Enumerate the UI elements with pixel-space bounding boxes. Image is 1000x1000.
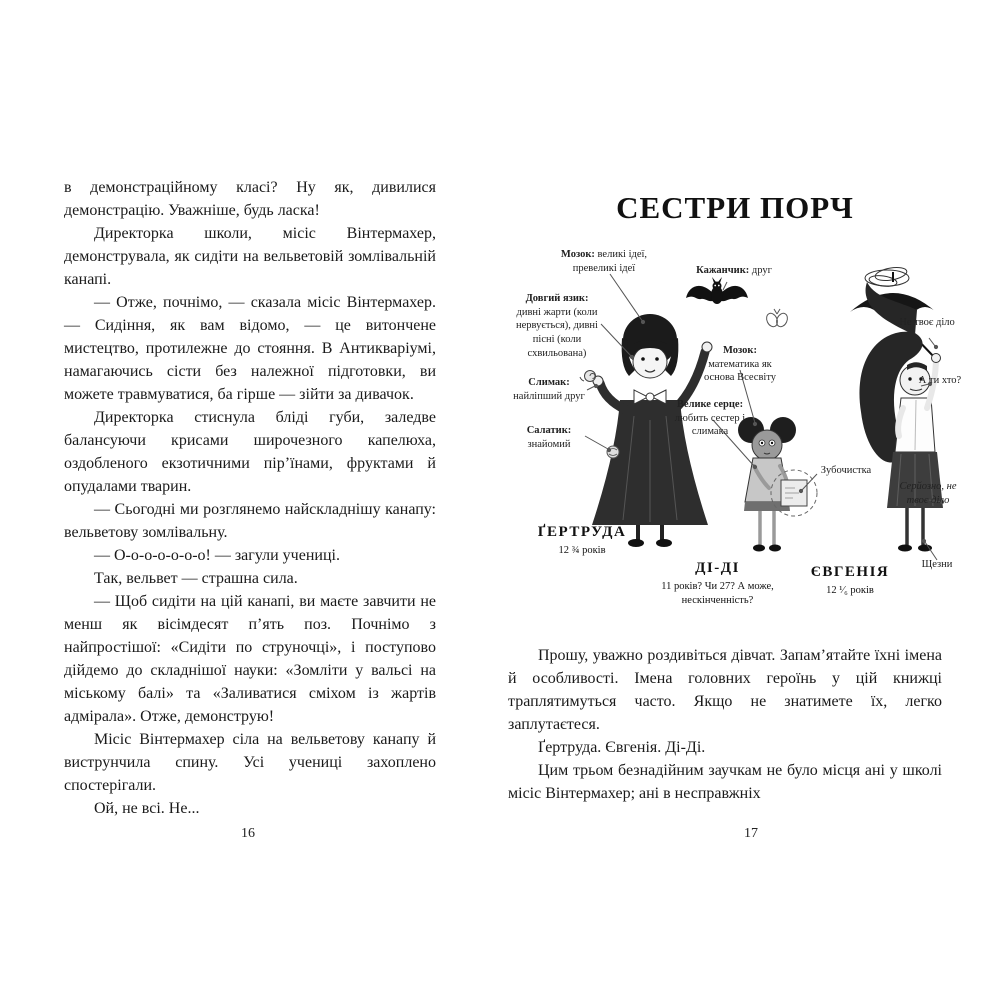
- label-desc: дивні жарти (коли нервується), дивні пісні (коли схвильована): [516, 306, 598, 359]
- body-paragraph: — Щоб сидіти на цій канапі, ви маєте завчити не менш як вісімдесят п’ять поз. Почнімо з найпростішої: «Сидіти по струночці», і поступово дійдемо до складнішої науки: «Зомліти у вальсі на міському балі» та «Заливатися сміхом із жартів адмірала». Отже, демонструю!: [64, 593, 436, 725]
- label-brain-gertruda: [555, 248, 653, 275]
- label-term: Слимак:: [528, 377, 570, 388]
- label-seriously: [897, 480, 959, 507]
- body-paragraph: Ґертруда. Євгенія. Ді-Ді.: [538, 739, 706, 756]
- label-desc: знайомий: [527, 438, 571, 450]
- character-age: 12 ¾ років: [558, 545, 606, 556]
- yevheniia-figure: [850, 265, 943, 551]
- label-term: Салатик:: [526, 425, 572, 436]
- body-paragraph: — Сьогодні ми розглянемо найскладнішу канапу: вельветову зомлівальну.: [64, 501, 436, 541]
- label-not-your-business: [897, 316, 957, 330]
- label-who-are-you: [918, 374, 962, 388]
- body-paragraph: Так, вельвет — страшна сила.: [94, 570, 298, 587]
- label-term: Довгий язик:: [525, 293, 589, 304]
- label-desc: Зубочистка: [820, 465, 872, 476]
- character-yevheniia: [805, 564, 895, 598]
- body-paragraph: Місіс Вінтермахер сіла на вельветову канапу й виструнчила спину. Усі учениці захоплено спостерігали.: [64, 731, 436, 794]
- body-paragraph: Прошу, уважно роздивіться дівчат. Запам’ятайте їхні імена й особливості. Імена головних героїнь у цій книжці траплятимуться часто. Якщо не знатимете їх, легко заплутаєтеся.: [508, 647, 942, 733]
- label-term: Велике серце:: [676, 399, 744, 410]
- label-desc: найліпший друг: [513, 390, 585, 402]
- label-long-tongue: [513, 292, 601, 360]
- butterfly-icon: [765, 309, 790, 328]
- label-desc: Щезни: [921, 559, 953, 570]
- label-desc: А ти хто?: [918, 375, 962, 386]
- body-paragraph: в демонстраційному класі? Ну як, дивилися демонстрацію. Уважніше, будь ласка!: [64, 179, 436, 219]
- left-page-text: [64, 176, 436, 820]
- chapter-title: СЕСТРИ ПОРЧ: [616, 190, 854, 225]
- label-big-heart: [665, 398, 755, 439]
- label-desc: Серйозно, не твоє діло: [899, 481, 957, 506]
- character-age: 12 ¹⁄₆ років: [826, 585, 874, 596]
- label-lettuce: [515, 424, 583, 451]
- label-term: Кажанчик:: [696, 265, 752, 276]
- page-number-right: 17: [744, 826, 758, 841]
- character-name: ЄВГЕНІЯ: [810, 564, 890, 580]
- character-age: 11 років? Чи 27? А може, нескінченність?: [661, 581, 774, 606]
- label-desc: математика як основа Всесвіту: [703, 358, 777, 384]
- label-snail: [513, 376, 585, 403]
- body-paragraph: — О-о-о-о-о-о-о! — загули учениці.: [94, 547, 340, 564]
- label-bat: [695, 264, 773, 278]
- label-desc: любить сестер і слимака: [674, 412, 746, 438]
- label-toothpick: [810, 464, 882, 478]
- label-brain-didi: [698, 344, 782, 385]
- label-term: Мозок:: [723, 345, 757, 356]
- page-number-left: 16: [241, 826, 255, 841]
- body-paragraph: Ой, не всі. Не...: [94, 800, 200, 817]
- body-paragraph: — Отже, почнімо, — сказала місіс Вінтермахер. — Сидіння, як вам відомо, — це витончене мистецтво, протилежне до стояння. В Антикваріумі, намагаючись сісти без належної підготовки, ви можете травмуватися, ба гірше — зійти за дивачок.: [64, 294, 436, 403]
- bat-icon: [686, 277, 748, 304]
- label-desc: друг: [751, 265, 772, 276]
- label-vanish: [911, 558, 963, 572]
- character-gertruda: [533, 524, 631, 558]
- label-term: Мозок:: [560, 249, 598, 260]
- right-page-text: [508, 644, 942, 805]
- character-name: ДІ-ДІ: [695, 560, 740, 576]
- sisters-illustration: [505, 240, 965, 625]
- scribble-cloud-icon: [865, 265, 909, 288]
- label-desc: Не твоє діло: [899, 317, 955, 328]
- label-desc: великі ідеї, превеликі ідеї: [572, 249, 648, 274]
- body-paragraph: Цим трьом безнадійним заучкам не було місця ані у школі місіс Вінтермахер; ані в несправжніх: [508, 762, 942, 802]
- character-name: ҐЕРТРУДА: [537, 524, 627, 540]
- body-paragraph: Директорка школи, місіс Вінтермахер, демонструвала, як сидіти на вельветовій зомлівальній канапі.: [64, 225, 436, 288]
- character-didi: [655, 560, 780, 607]
- body-paragraph: Директорка стиснула бліді губи, заледве балансуючи крисами широчезного капелюха, оздобленого екзотичними пір’їнами, фруктами й опудалами тварин.: [64, 409, 436, 495]
